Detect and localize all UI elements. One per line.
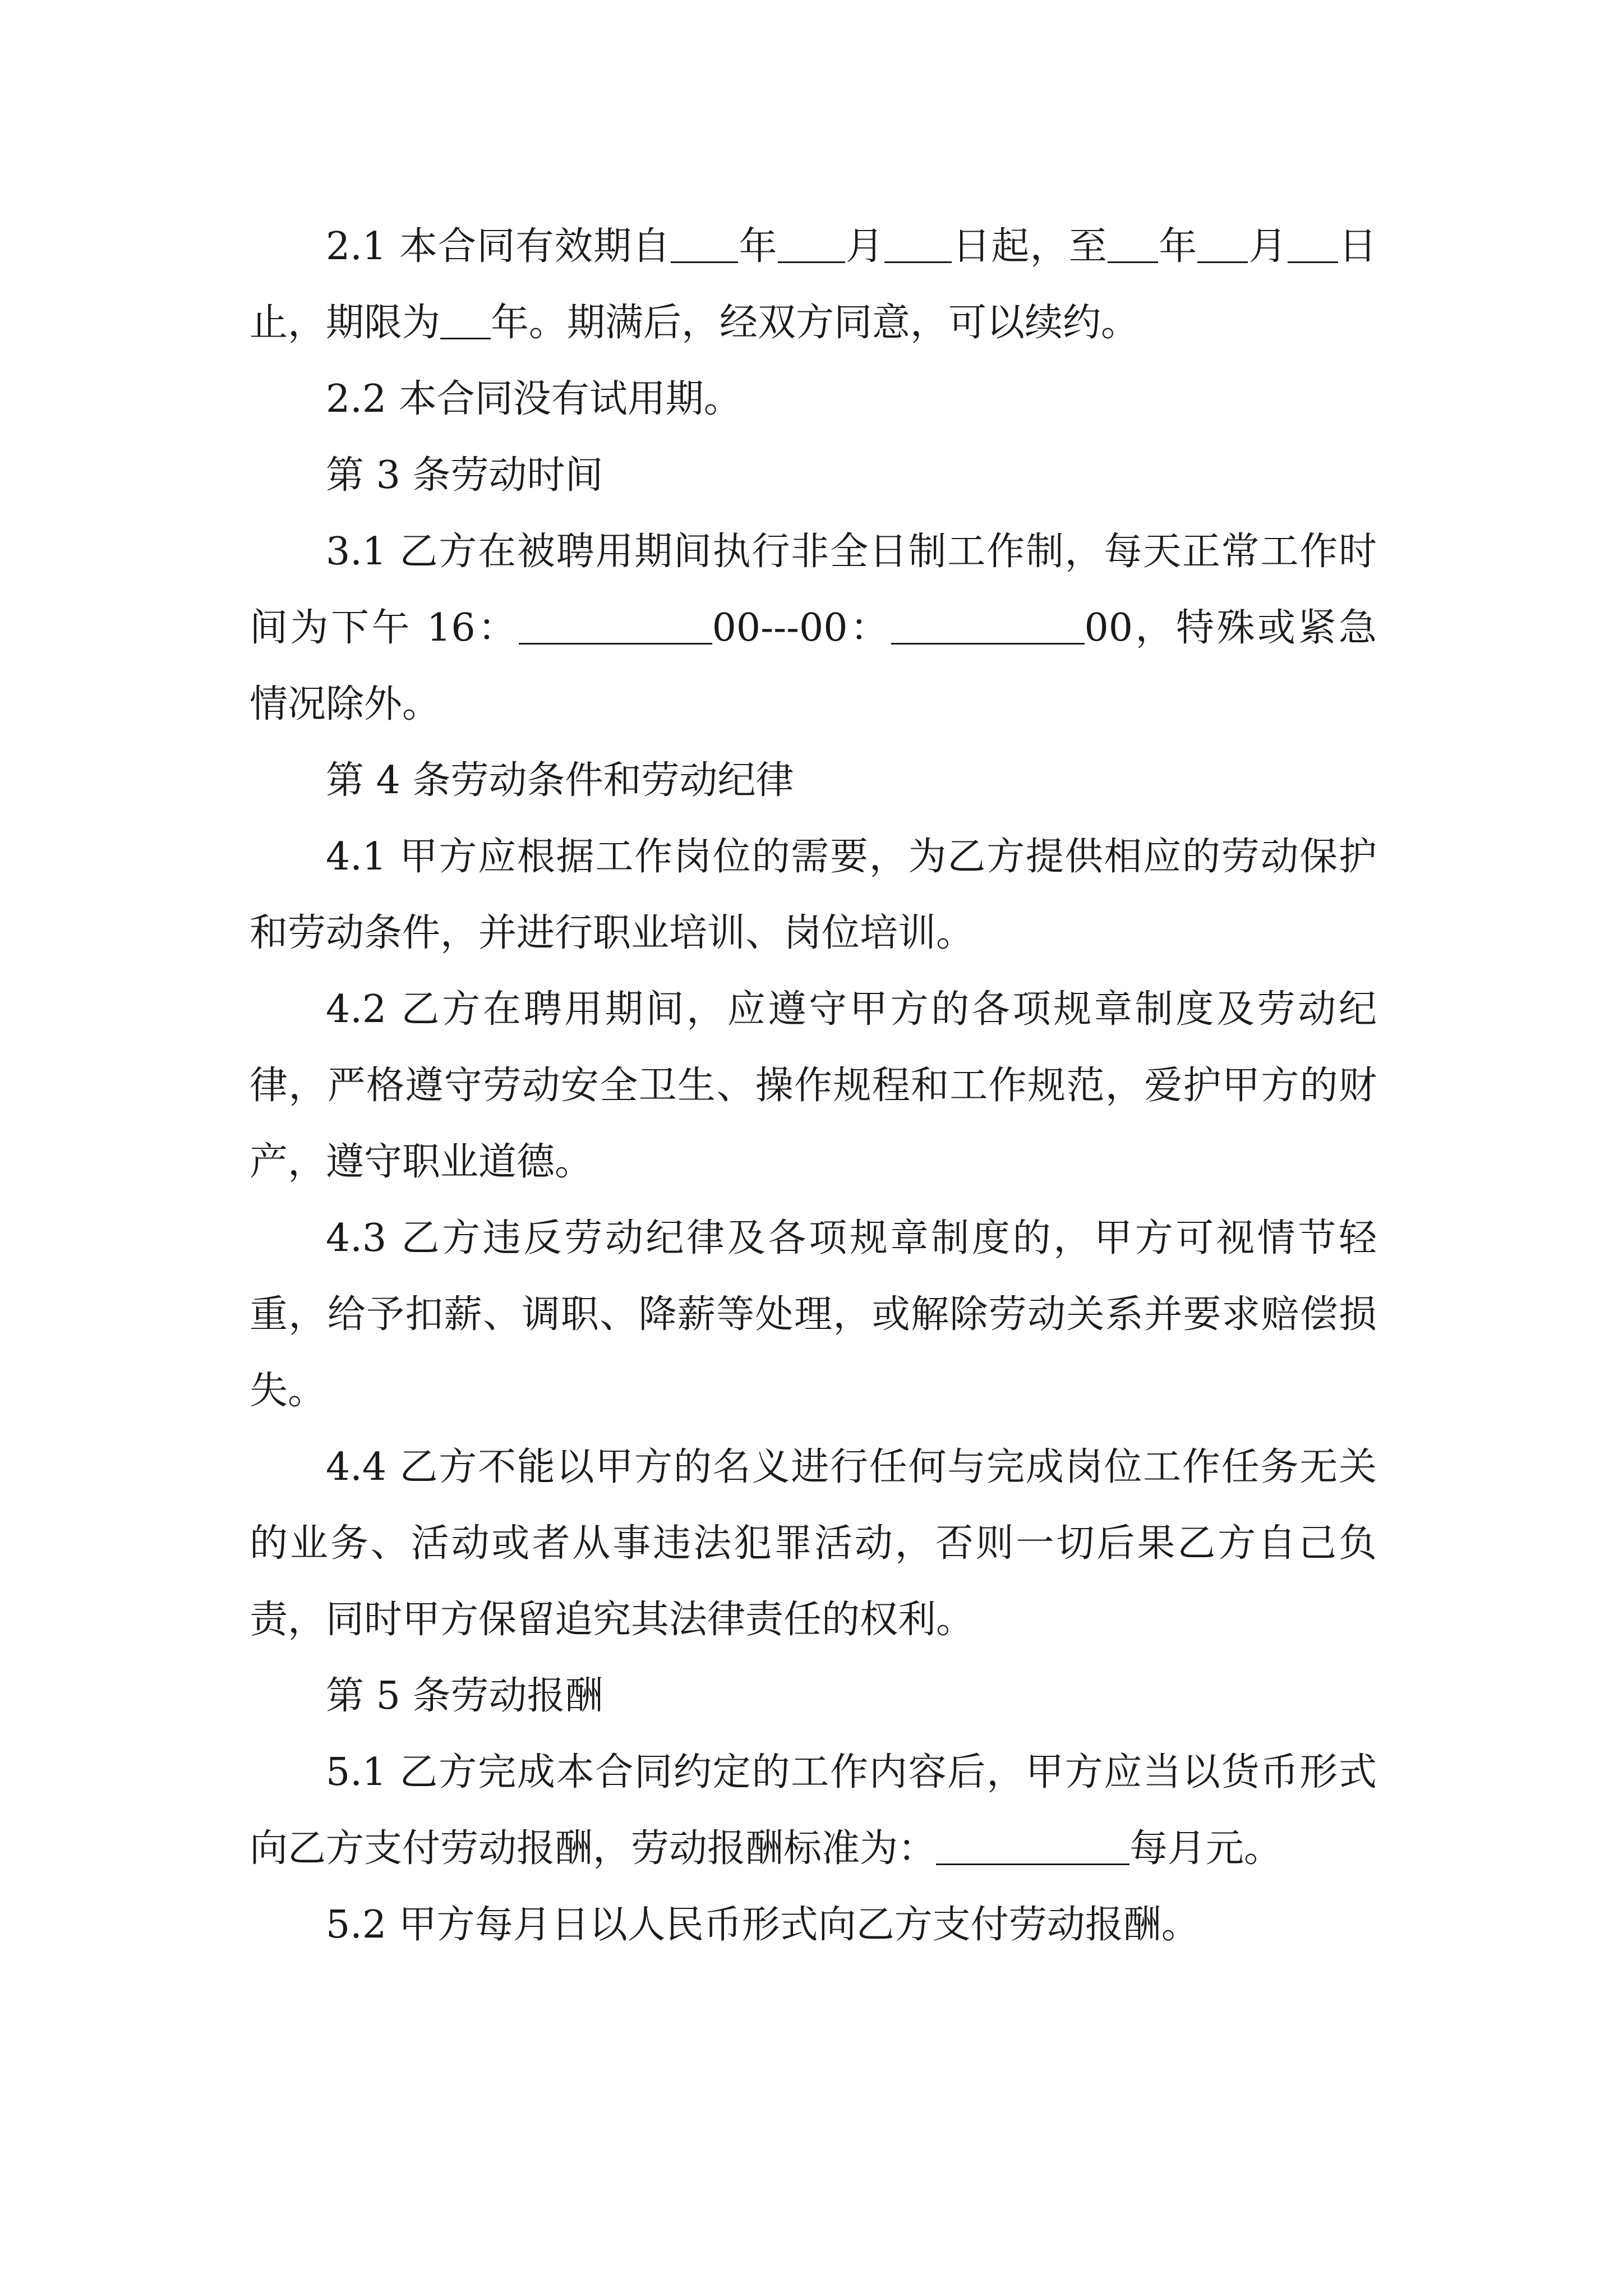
clause-2-1-text-h: 年。期满后，经双方同意，可以续约。 <box>491 301 1140 345</box>
blank-term-years <box>440 301 491 339</box>
blank-start-month <box>778 225 845 263</box>
clause-5-1-text-a: 5.1 乙方完成本合同约定的工作内容后，甲方应当以货币形式向乙方支付劳动报酬，劳动报酬标准为： <box>250 1750 1377 1871</box>
clause-3-1-text-c: 00，特殊或紧急情况除外。 <box>250 606 1377 726</box>
clause-3-1 <box>250 514 1377 743</box>
blank-start-day <box>884 225 952 263</box>
blank-end-month <box>1197 225 1248 263</box>
blank-end-day <box>1288 225 1338 263</box>
clause-2-1-text-g: 日止，期限为 <box>250 224 1377 345</box>
blank-start-year <box>671 225 738 263</box>
clause-2-1 <box>250 209 1377 361</box>
article-4-heading: 第 4 条劳动条件和劳动纪律 <box>326 758 794 803</box>
clause-2-1-text-e: 年 <box>1158 224 1198 269</box>
clause-3-1-text-a: 3.1 乙方在被聘用期间执行非全日制工作制，每天正常工作时间为下午 16： <box>250 530 1377 650</box>
clause-4-3: 4.3 乙方违反劳动纪律及各项规章制度的，甲方可视情节轻重，给予扣薪、调职、降薪等处理，或解除劳动关系并要求赔偿损失。 <box>250 1216 1377 1413</box>
blank-work-start <box>519 606 712 645</box>
clause-4-4: 4.4 乙方不能以甲方的名义进行任何与完成岗位工作任务无关的业务、活动或者从事违法犯罪活动，否则一切后果乙方自己负责，同时甲方保留追究其法律责任的权利。 <box>250 1445 1377 1642</box>
clause-4-2: 4.2 乙方在聘用期间，应遵守甲方的各项规章制度及劳动纪律，严格遵守劳动安全卫生、操作规程和工作规范，爱护甲方的财产，遵守职业道德。 <box>250 987 1377 1184</box>
clause-5-1 <box>250 1734 1377 1887</box>
clause-2-1-text-b: 年 <box>738 224 778 269</box>
clause-2-1-text-f: 月 <box>1248 224 1288 269</box>
clause-2-1-text-a: 2.1 本合同有效期自 <box>326 224 671 269</box>
article-5-heading: 第 5 条劳动报酬 <box>326 1674 603 1718</box>
article-3-heading: 第 3 条劳动时间 <box>326 453 603 498</box>
clause-2-1-text-d: 日起，至 <box>952 224 1108 269</box>
clause-3-1-text-b: 00---00： <box>712 606 891 650</box>
blank-end-year <box>1108 225 1158 263</box>
document-body <box>250 209 1377 1963</box>
blank-work-end <box>891 606 1085 645</box>
clause-5-1-text-b: 每月元。 <box>1129 1826 1283 1871</box>
clause-5-2: 5.2 甲方每月日以人民币形式向乙方支付劳动报酬。 <box>326 1903 1200 1947</box>
blank-salary <box>936 1827 1129 1865</box>
clause-2-1-text-c: 月 <box>845 224 885 269</box>
clause-4-1: 4.1 甲方应根据工作岗位的需要，为乙方提供相应的劳动保护和劳动条件，并进行职业培训、岗位培训。 <box>250 835 1377 955</box>
clause-2-2: 2.2 本合同没有试用期。 <box>326 377 742 421</box>
